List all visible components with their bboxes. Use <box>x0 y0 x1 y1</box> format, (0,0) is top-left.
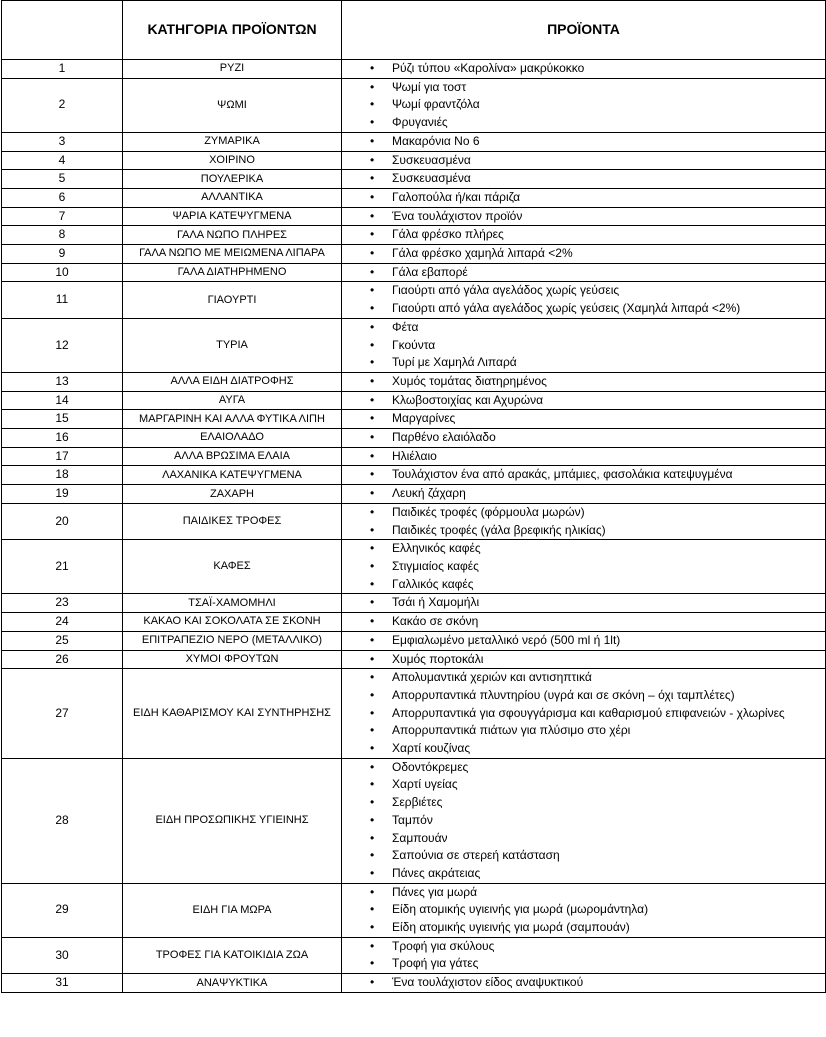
header-number <box>2 1 123 60</box>
products-cell <box>342 937 826 973</box>
products-list <box>342 504 819 539</box>
product-item: • Τυρί με Χαμηλά Λιπαρά <box>342 354 819 372</box>
category-cell: ΚΑΦΕΣ <box>123 540 342 594</box>
header-products: ΠΡΟΪΟΝΤΑ <box>342 1 826 60</box>
category-cell: ΑΛΛΑ ΒΡΩΣΙΜΑ ΕΛΑΙΑ <box>123 447 342 466</box>
product-item: • Απορρυπαντικά πλυντηρίου (υγρά και σε σκόνη – όχι ταμπλέτες) <box>342 687 819 705</box>
category-cell: ΛΑΧΑΝΙΚΑ ΚΑΤΕΨΥΓΜΕΝΑ <box>123 466 342 485</box>
category-cell: ΠΑΙΔΙΚΕΣ ΤΡΟΦΕΣ <box>123 503 342 539</box>
products-cell <box>342 466 826 485</box>
products-cell <box>342 613 826 632</box>
row-number: 7 <box>2 207 123 226</box>
row-number: 24 <box>2 613 123 632</box>
products-list <box>342 466 819 484</box>
product-item: • Χυμός τομάτας διατηρημένος <box>342 373 819 391</box>
products-list <box>342 613 819 631</box>
category-cell: ΑΛΛΑ ΕΙΔΗ ΔΙΑΤΡΟΦΗΣ <box>123 372 342 391</box>
row-number: 20 <box>2 503 123 539</box>
products-list <box>342 264 819 282</box>
products-cell <box>342 318 826 372</box>
products-list <box>342 319 819 372</box>
products-cell <box>342 485 826 504</box>
products-list <box>342 152 819 170</box>
table-row <box>2 594 826 613</box>
row-number: 4 <box>2 151 123 170</box>
products-list <box>342 485 819 503</box>
product-item: • Κακάο σε σκόνη <box>342 613 819 631</box>
row-number: 26 <box>2 650 123 669</box>
table-row <box>2 466 826 485</box>
products-list <box>342 540 819 593</box>
products-cell <box>342 669 826 759</box>
product-item: • Απορρυπαντικά πιάτων για πλύσιμο στο χέρι <box>342 722 819 740</box>
product-item: • Ψωμί φραντζόλα <box>342 96 819 114</box>
category-cell: ΧΥΜΟΙ ΦΡΟΥΤΩΝ <box>123 650 342 669</box>
products-cell <box>342 540 826 594</box>
table-body <box>2 60 826 993</box>
table-row <box>2 631 826 650</box>
product-item: • Πάνες για μωρά <box>342 884 819 902</box>
table-row <box>2 151 826 170</box>
product-item: • Ηλιέλαιο <box>342 448 819 466</box>
products-list <box>342 448 819 466</box>
category-cell: ΕΙΔΗ ΠΡΟΣΩΠΙΚΗΣ ΥΓΙΕΙΝΗΣ <box>123 758 342 883</box>
products-cell <box>342 883 826 937</box>
table-row <box>2 447 826 466</box>
row-number: 21 <box>2 540 123 594</box>
category-cell: ΨΑΡΙΑ ΚΑΤΕΨΥΓΜΕΝΑ <box>123 207 342 226</box>
category-cell: ΤΡΟΦΕΣ ΓΙΑ ΚΑΤΟΙΚΙΔΙΑ ΖΩΑ <box>123 937 342 973</box>
products-cell <box>342 594 826 613</box>
products-cell <box>342 132 826 151</box>
products-table <box>1 0 826 993</box>
row-number: 13 <box>2 372 123 391</box>
table-row <box>2 410 826 429</box>
product-item: • Ψωμί για τοστ <box>342 79 819 97</box>
products-list <box>342 429 819 447</box>
products-list <box>342 974 819 992</box>
products-list <box>342 60 819 78</box>
product-item: • Στιγμιαίος καφές <box>342 558 819 576</box>
products-list <box>342 373 819 391</box>
products-list <box>342 79 819 132</box>
header-row <box>2 1 826 60</box>
products-cell <box>342 391 826 410</box>
table-row <box>2 937 826 973</box>
product-item: • Γιαούρτι από γάλα αγελάδος χωρίς γεύσεις <box>342 282 819 300</box>
products-list <box>342 392 819 410</box>
product-item: • Γάλα εβαπορέ <box>342 264 819 282</box>
products-cell <box>342 503 826 539</box>
header-category: ΚΑΤΗΓΟΡΙΑ ΠΡΟΪΟΝΤΩΝ <box>123 1 342 60</box>
category-cell: ΜΑΡΓΑΡΙΝΗ ΚΑΙ ΑΛΛΑ ΦΥΤΙΚΑ ΛΙΠΗ <box>123 410 342 429</box>
category-cell: ΧΟΙΡΙΝΟ <box>123 151 342 170</box>
product-item: • Πάνες ακράτειας <box>342 865 819 883</box>
products-list <box>342 245 819 263</box>
category-cell: ΑΥΓΑ <box>123 391 342 410</box>
row-number: 10 <box>2 263 123 282</box>
product-item: • Γάλα φρέσκο χαμηλά λιπαρά <2% <box>342 245 819 263</box>
table-row <box>2 485 826 504</box>
row-number: 25 <box>2 631 123 650</box>
product-item: • Απολυμαντικά χεριών και αντισηπτικά <box>342 669 819 687</box>
products-cell <box>342 974 826 993</box>
product-item: • Γαλλικός καφές <box>342 576 819 594</box>
row-number: 3 <box>2 132 123 151</box>
category-cell: ΓΑΛΑ ΔΙΑΤΗΡΗΜΕΝΟ <box>123 263 342 282</box>
category-cell: ΑΛΛΑΝΤΙΚΑ <box>123 188 342 207</box>
product-item: • Γάλα φρέσκο πλήρες <box>342 226 819 244</box>
table-row <box>2 372 826 391</box>
product-item: • Ελληνικός καφές <box>342 540 819 558</box>
product-item: • Τουλάχιστον ένα από αρακάς, μπάμιες, φασολάκια κατεψυγμένα <box>342 466 819 484</box>
row-number: 1 <box>2 60 123 79</box>
product-item: • Παιδικές τροφές (γάλα βρεφικής ηλικίας) <box>342 522 819 540</box>
table-row <box>2 318 826 372</box>
product-item: • Συσκευασμένα <box>342 170 819 188</box>
products-cell <box>342 447 826 466</box>
table-row <box>2 974 826 993</box>
table-row <box>2 263 826 282</box>
product-item: • Χυμός πορτοκάλι <box>342 651 819 669</box>
product-item: • Ένα τουλάχιστον προϊόν <box>342 208 819 226</box>
product-item: • Είδη ατομικής υγιεινής για μωρά (σαμπουάν) <box>342 919 819 937</box>
row-number: 11 <box>2 282 123 318</box>
category-cell: ΓΙΑΟΥΡΤΙ <box>123 282 342 318</box>
products-list <box>342 208 819 226</box>
products-cell <box>342 151 826 170</box>
row-number: 6 <box>2 188 123 207</box>
product-item: • Παρθένο ελαιόλαδο <box>342 429 819 447</box>
row-number: 19 <box>2 485 123 504</box>
products-cell <box>342 207 826 226</box>
table-row <box>2 613 826 632</box>
product-item: • Ταμπόν <box>342 812 819 830</box>
products-list <box>342 133 819 151</box>
products-list <box>342 759 819 883</box>
category-cell: ΖΑΧΑΡΗ <box>123 485 342 504</box>
table-row <box>2 391 826 410</box>
product-item: • Γιαούρτι από γάλα αγελάδος χωρίς γεύσεις (Χαμηλά λιπαρά <2%) <box>342 300 819 318</box>
row-number: 5 <box>2 170 123 189</box>
products-cell <box>342 60 826 79</box>
products-cell <box>342 226 826 245</box>
table-row <box>2 650 826 669</box>
table-row <box>2 78 826 132</box>
products-cell <box>342 631 826 650</box>
table-row <box>2 503 826 539</box>
products-list <box>342 651 819 669</box>
table-row <box>2 245 826 264</box>
row-number: 12 <box>2 318 123 372</box>
product-item: • Συσκευασμένα <box>342 152 819 170</box>
table-row <box>2 758 826 883</box>
product-item: • Ρύζι τύπου «Καρολίνα» μακρύκοκκο <box>342 60 819 78</box>
category-cell: ΚΑΚΑΟ ΚΑΙ ΣΟΚΟΛΑΤΑ ΣΕ ΣΚΟΝΗ <box>123 613 342 632</box>
table-row <box>2 207 826 226</box>
row-number: 29 <box>2 883 123 937</box>
product-item: • Μακαρόνια Νο 6 <box>342 133 819 151</box>
product-item: • Σαπούνια σε στερεή κατάσταση <box>342 847 819 865</box>
product-item: • Τροφή για σκύλους <box>342 938 819 956</box>
product-item: • Γκούντα <box>342 337 819 355</box>
table-row <box>2 282 826 318</box>
product-item: • Λευκή ζάχαρη <box>342 485 819 503</box>
products-cell <box>342 170 826 189</box>
products-list <box>342 170 819 188</box>
table-row <box>2 170 826 189</box>
product-item: • Είδη ατομικής υγιεινής για μωρά (μωρομάντηλα) <box>342 901 819 919</box>
category-cell: ΓΑΛΑ ΝΩΠΟ ΠΛΗΡΕΣ <box>123 226 342 245</box>
row-number: 18 <box>2 466 123 485</box>
table-row <box>2 226 826 245</box>
row-number: 16 <box>2 429 123 448</box>
products-cell <box>342 263 826 282</box>
products-cell <box>342 282 826 318</box>
products-list <box>342 226 819 244</box>
products-list <box>342 410 819 428</box>
product-item: • Σαμπουάν <box>342 830 819 848</box>
products-list <box>342 594 819 612</box>
table-row <box>2 188 826 207</box>
category-cell: ΕΠΙΤΡΑΠΕΖΙΟ ΝΕΡΟ (ΜΕΤΑΛΛΙΚΟ) <box>123 631 342 650</box>
category-cell: ΑΝΑΨΥΚΤΙΚΑ <box>123 974 342 993</box>
product-item: • Παιδικές τροφές (φόρμουλα μωρών) <box>342 504 819 522</box>
products-cell <box>342 410 826 429</box>
product-item: • Τσάι ή Χαμομήλι <box>342 594 819 612</box>
product-item: • Φρυγανιές <box>342 114 819 132</box>
table-row <box>2 540 826 594</box>
category-cell: ΓΑΛΑ ΝΩΠΟ ΜΕ ΜΕΙΩΜΕΝΑ ΛΙΠΑΡΑ <box>123 245 342 264</box>
category-cell: ΖΥΜΑΡΙΚΑ <box>123 132 342 151</box>
category-cell: ΠΟΥΛΕΡΙΚΑ <box>123 170 342 189</box>
products-cell <box>342 78 826 132</box>
category-cell: ΕΛΑΙΟΛΑΔΟ <box>123 429 342 448</box>
row-number: 30 <box>2 937 123 973</box>
category-cell: ΡΥΖΙ <box>123 60 342 79</box>
product-item: • Χαρτί υγείας <box>342 776 819 794</box>
table-row <box>2 60 826 79</box>
category-cell: ΤΣΑΪ-ΧΑΜΟΜΗΛΙ <box>123 594 342 613</box>
product-item: • Φέτα <box>342 319 819 337</box>
row-number: 15 <box>2 410 123 429</box>
products-cell <box>342 429 826 448</box>
products-list <box>342 938 819 973</box>
products-cell <box>342 650 826 669</box>
product-item: • Κλωβοστοιχίας και Αχυρώνα <box>342 392 819 410</box>
product-item: • Τροφή για γάτες <box>342 955 819 973</box>
product-item: • Χαρτί κουζίνας <box>342 740 819 758</box>
category-cell: ΕΙΔΗ ΚΑΘΑΡΙΣΜΟΥ ΚΑΙ ΣΥΝΤΗΡΗΣΗΣ <box>123 669 342 759</box>
product-item: • Οδοντόκρεμες <box>342 759 819 777</box>
products-list <box>342 189 819 207</box>
table-row <box>2 669 826 759</box>
row-number: 23 <box>2 594 123 613</box>
product-item: • Σερβιέτες <box>342 794 819 812</box>
row-number: 27 <box>2 669 123 759</box>
row-number: 17 <box>2 447 123 466</box>
category-cell: ΨΩΜΙ <box>123 78 342 132</box>
products-list <box>342 884 819 937</box>
row-number: 31 <box>2 974 123 993</box>
table-row <box>2 883 826 937</box>
product-item: • Εμφιαλωμένο μεταλλικό νερό (500 ml ή 1lt) <box>342 632 819 650</box>
row-number: 28 <box>2 758 123 883</box>
table-row <box>2 429 826 448</box>
products-cell <box>342 188 826 207</box>
row-number: 8 <box>2 226 123 245</box>
row-number: 2 <box>2 78 123 132</box>
products-list <box>342 632 819 650</box>
products-cell <box>342 758 826 883</box>
products-cell <box>342 245 826 264</box>
row-number: 9 <box>2 245 123 264</box>
table-row <box>2 132 826 151</box>
product-item: • Γαλοπούλα ή/και πάριζα <box>342 189 819 207</box>
products-list <box>342 282 819 317</box>
category-cell: ΤΥΡΙΑ <box>123 318 342 372</box>
product-item: • Ένα τουλάχιστον είδος αναψυκτικού <box>342 974 819 992</box>
category-cell: ΕΙΔΗ ΓΙΑ ΜΩΡΑ <box>123 883 342 937</box>
products-list <box>342 669 819 758</box>
row-number: 14 <box>2 391 123 410</box>
product-item: • Μαργαρίνες <box>342 410 819 428</box>
product-item: • Απορρυπαντικά για σφουγγάρισμα και καθαρισμού επιφανειών - χλωρίνες <box>342 705 819 723</box>
products-cell <box>342 372 826 391</box>
